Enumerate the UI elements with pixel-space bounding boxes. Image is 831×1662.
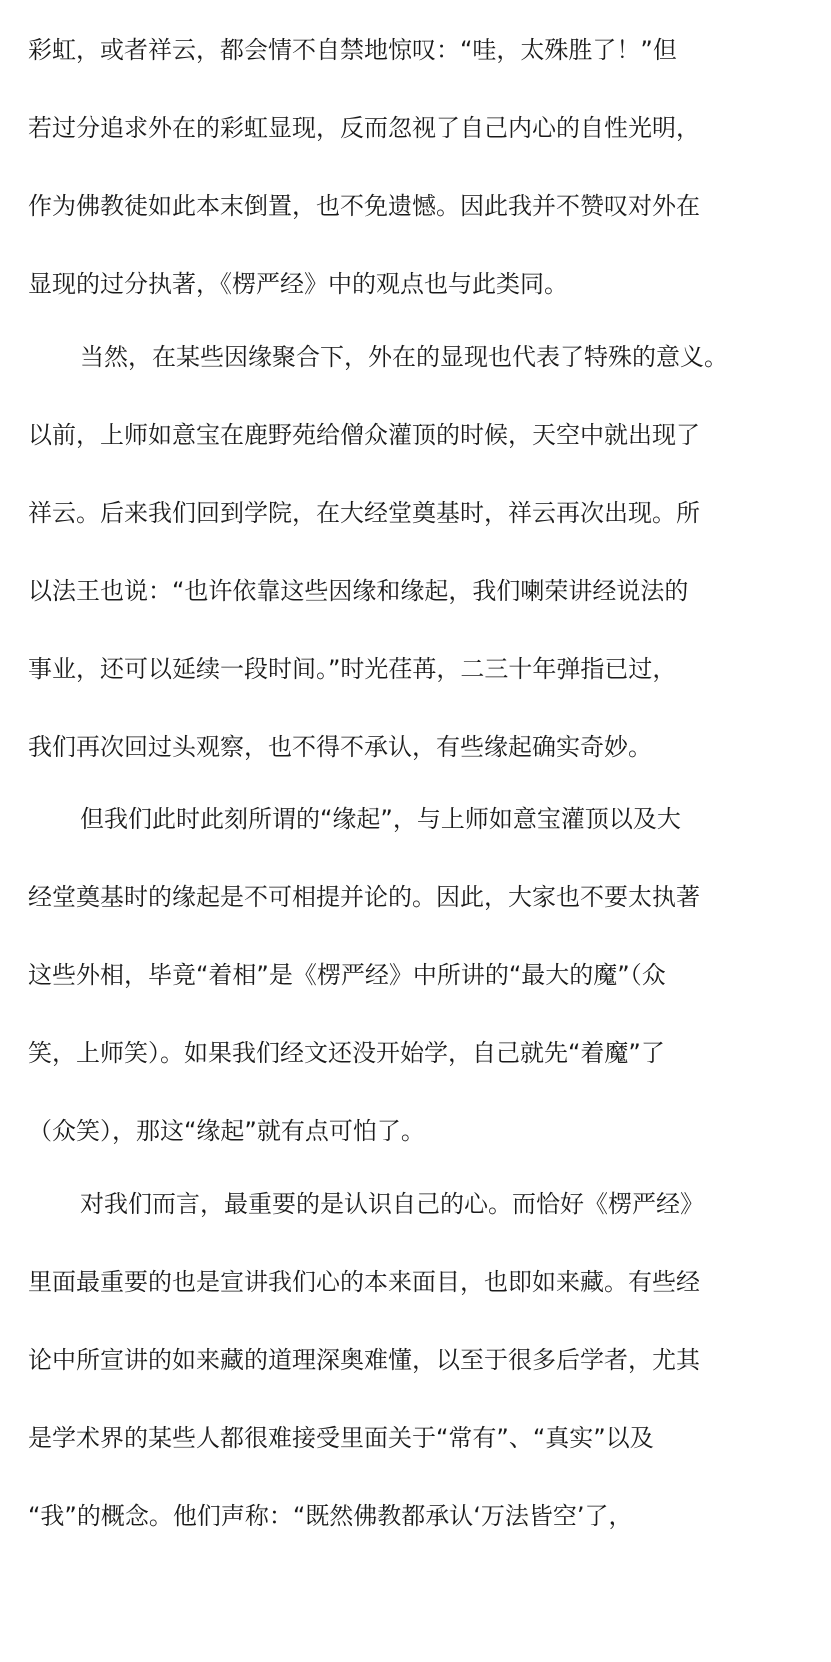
- text-line: 事业，还可以延续一段时间。”时光荏苒，二三十年弹指已过，: [28, 655, 677, 683]
- text-line: 里面最重要的也是宣讲我们心的本来面目，也即如来藏。有些经: [28, 1268, 700, 1296]
- text-line: 对我们而言，最重要的是认识自己的心。而恰好《楞严经》: [80, 1190, 704, 1218]
- text-line: 显现的过分执著，《楞严经》中的观点也与此类同。: [28, 270, 568, 298]
- text-line: “我”的概念。他们声称：“既然佛教都承认‘万法皆空’了，: [28, 1502, 633, 1530]
- text-line: 笑，上师笑）。如果我们经文还没开始学，自己就先“着魔”了: [28, 1039, 665, 1067]
- text-line: 是学术界的某些人都很难接受里面关于“常有”、“真实”以及: [28, 1424, 654, 1452]
- text-line: 若过分追求外在的彩虹显现，反而忽视了自己内心的自性光明，: [28, 114, 700, 142]
- text-line: 祥云。后来我们回到学院，在大经堂奠基时，祥云再次出现。所: [28, 499, 700, 527]
- text-line: 我们再次回过头观察，也不得不承认，有些缘起确实奇妙。: [28, 733, 652, 761]
- text-line: 以前，上师如意宝在鹿野苑给僧众灌顶的时候，天空中就出现了: [28, 421, 700, 449]
- text-line: 作为佛教徒如此本末倒置，也不免遗憾。因此我并不赞叹对外在: [28, 192, 700, 220]
- text-line: 但我们此时此刻所谓的“缘起”，与上师如意宝灌顶以及大: [80, 805, 681, 833]
- text-line: 以法王也说：“也许依靠这些因缘和缘起，我们喇荣讲经说法的: [28, 577, 689, 605]
- text-line: 这些外相，毕竟“着相”是《楞严经》中所讲的“最大的魔”（众: [28, 961, 666, 989]
- text-line: 当然，在某些因缘聚合下，外在的显现也代表了特殊的意义。: [80, 343, 728, 371]
- paragraph-3: [28, 780, 808, 1170]
- text-line: （众笑），那这“缘起”就有点可怕了。: [28, 1117, 425, 1145]
- text-line: 论中所宣讲的如来藏的道理深奥难懂，以至于很多后学者，尤其: [28, 1346, 700, 1374]
- text-line: 彩虹，或者祥云，都会情不自禁地惊叹：“哇，太殊胜了！”但: [28, 36, 677, 64]
- paragraph-1: [28, 11, 808, 323]
- paragraph-2: [28, 318, 808, 786]
- paragraph-4: [28, 1165, 808, 1555]
- text-line: 经堂奠基时的缘起是不可相提并论的。因此，大家也不要太执著: [28, 883, 700, 911]
